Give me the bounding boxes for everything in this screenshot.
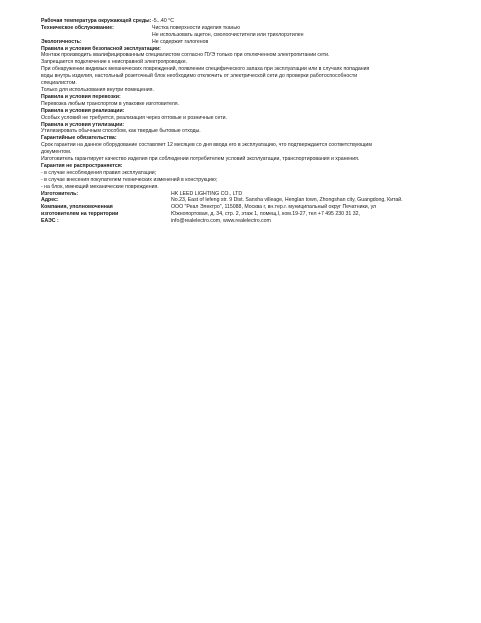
maintenance-value: Чистка поверхности изделия тканью: [152, 24, 240, 31]
importer-row-3: [41, 218, 461, 225]
importer-contacts: info@realelectro.com, www.realelectro.com: [171, 218, 271, 225]
operating-temp-row: [41, 18, 461, 25]
importer-label-3: ЕАЭС :: [41, 218, 59, 225]
importer-label: Компания, уполномоченная: [41, 204, 113, 211]
safety-line: специалистом.: [41, 80, 77, 87]
safety-line: Только для использования внутри помещения.: [41, 87, 154, 93]
manufacturer-value: HK LEED LIGHTING CO., LTD: [171, 190, 243, 197]
sale-line: Особых условий не требуется, реализация через оптовые и розничные сети.: [41, 114, 227, 121]
safety-line: Запрещается подключение к неисправной электропроводке.: [41, 59, 188, 66]
warranty-exclusion-item: - в случае внесения покупателем технических изменений в конструкцию;: [41, 176, 218, 183]
warranty-exclusion-item: - на блок, имеющий механические повреждения.: [41, 183, 159, 190]
importer-row: [41, 204, 461, 211]
disposal-title: Правила и условия утилизации:: [41, 121, 125, 128]
warranty-line: документом.: [41, 149, 72, 156]
maintenance-row: [41, 25, 461, 32]
maintenance-value-2: Не использовать ацетон, смолоочистители или трихлорэтилен: [152, 31, 304, 38]
transport-line: Перевозка любым транспортом в упаковке изготовителя.: [41, 100, 179, 107]
importer-value: ООО "Реал Электро", 115088, Москва г, вн.тер.г. муниципальный округ Печатники, ул: [171, 204, 377, 211]
safety-line: При обнаружении видимых механических повреждений, появлении специфического запаха при эксплуатации или в случаях попадания: [41, 66, 370, 73]
maintenance-label: Техническое обслуживание:: [41, 24, 114, 31]
warranty-exclusions-title: Гарантия не распространяется:: [41, 162, 123, 169]
manufacturer-label: Изготовитель:: [41, 190, 79, 197]
sale-title: Правила и условия реализации:: [41, 107, 125, 114]
ecology-label: Экологичность:: [41, 38, 82, 45]
safety-line: воды внутрь изделия, настольный розеточный блок необходимо отключить от электрической сети до проверки работоспособности: [41, 73, 358, 80]
warranty-line: Срок гарантии на данное оборудование составляет 12 месяцев со дня ввода его в эксплуатацию, что подтверждается соответствующим: [41, 142, 372, 149]
safety-title: Правила и условия безопасной эксплуатации:: [41, 45, 161, 52]
maintenance-row-2: [41, 32, 461, 39]
disposal-line: Утилизировать обычным способом, как твердые бытовые отходы.: [41, 128, 201, 135]
ecology-value: Не содержит галогенов: [152, 38, 209, 45]
safety-line: Монтаж производить квалифицированным специалистом согласно ПУЭ только при отключенном электропитании сети.: [41, 52, 330, 59]
transport-title: Правила и условия перевозки:: [41, 93, 121, 100]
operating-temp-value: -5...40 °С: [152, 18, 174, 24]
importer-row-2: [41, 211, 461, 218]
warranty-title: Гарантийные обязательства:: [41, 135, 117, 142]
ecology-row: [41, 39, 461, 46]
address-value: No.23, East of lefeng str. 9 Dist. Sanxha villeage, Henglan town, Zhongshan city, Guangdong, Китай.: [171, 197, 403, 204]
warranty-exclusion-item: - в случае несоблюдения правил эксплуатации;: [41, 169, 157, 176]
importer-value-2: Южнопортовая, д. 34, стр. 2, этаж 1, помещ.I, ком.19-27, тел +7 495 230 31 32,: [171, 211, 360, 218]
product-passport-text: [41, 18, 461, 225]
address-label: Адрес:: [41, 197, 59, 204]
importer-label-2: изготовителем на территории: [41, 211, 119, 218]
operating-temp-label: Рабочая температура окружающей среды:: [41, 18, 152, 24]
warranty-line: Изготовитель гарантирует качество изделия при соблюдении потребителем условий эксплуатации, транспортирования и хранения.: [41, 156, 360, 163]
